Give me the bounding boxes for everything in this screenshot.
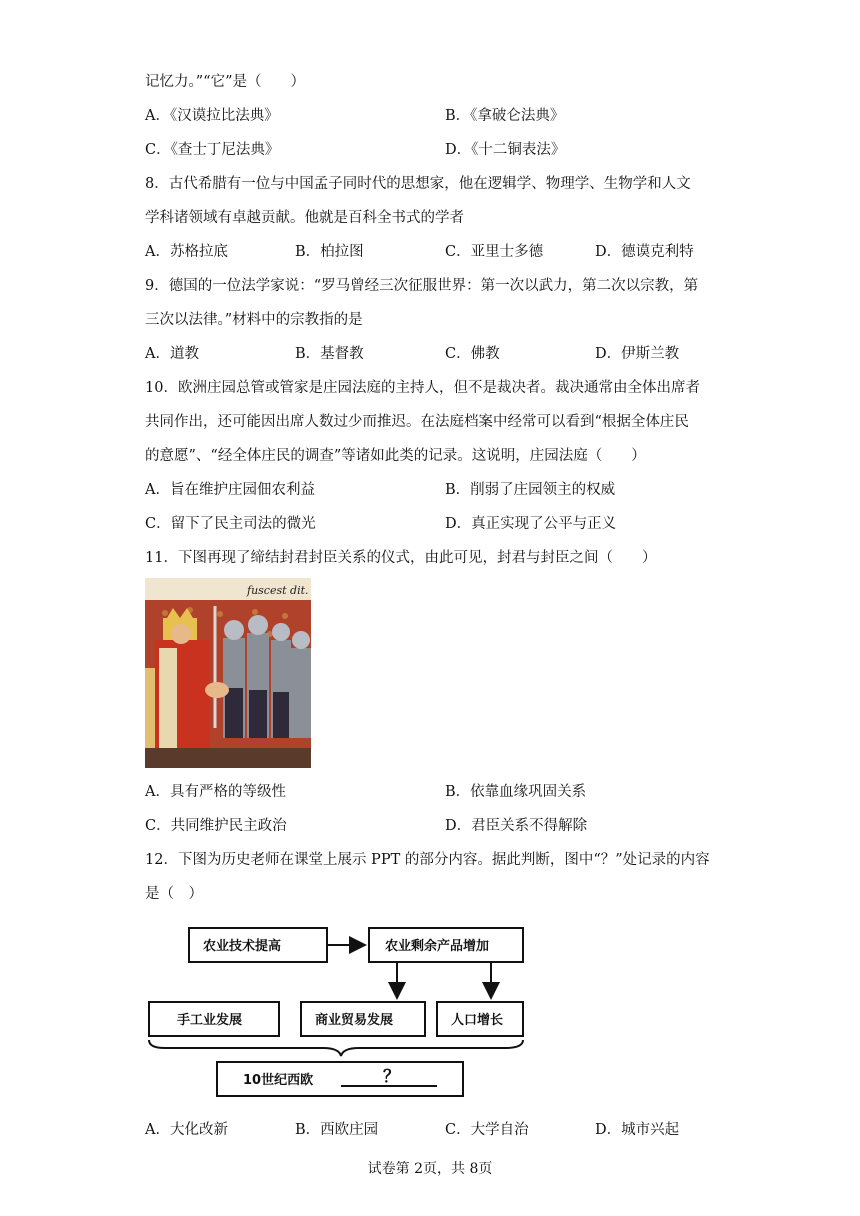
q7-option-a[interactable]: A．《汉谟拉比法典》 [145, 108, 279, 124]
q8-stem-line2: 学科诸领域有卓越贡献。他就是百科全书式的学者 [145, 210, 464, 226]
flow-box-population-label: 人口增长 [451, 1013, 504, 1028]
q7-stem-tail: 记忆力。”“它”是（ ） [145, 74, 305, 90]
flow-box-surplus-label: 农业剩余产品增加 [385, 939, 490, 954]
q8-option-b[interactable]: B．柏拉图 [295, 244, 364, 260]
q11-option-c[interactable]: C．共同维护民主政治 [145, 818, 287, 834]
q9-option-d[interactable]: D．伊斯兰教 [595, 346, 680, 362]
q10-stem-line3: 的意愿”、“经全体庄民的调查”等诸如此类的记录。这说明，庄园法庭（ ） [145, 448, 646, 464]
q10-option-d[interactable]: D．真正实现了公平与正义 [445, 516, 617, 532]
q10-option-b[interactable]: B．削弱了庄园领主的权威 [445, 482, 616, 498]
q11-option-a[interactable]: A．具有严格的等级性 [145, 784, 286, 800]
q7-option-c[interactable]: C．《查士丁尼法典》 [145, 142, 280, 158]
q12-option-d[interactable]: D．城市兴起 [595, 1122, 680, 1138]
q8-option-a[interactable]: A．苏格拉底 [145, 244, 228, 260]
q12-option-a[interactable]: A．大化改新 [145, 1122, 228, 1138]
q12-stem-line2: 是（ ） [145, 886, 203, 902]
q8-option-c[interactable]: C．亚里士多德 [445, 244, 544, 260]
q10-stem-line1: 10．欧洲庄园总管或管家是庄园法庭的主持人，但不是裁决者。裁决通常由全体出席者 [145, 380, 700, 396]
q10-option-a[interactable]: A．旨在维护庄园佃农利益 [145, 482, 315, 498]
flow-box-commerce-label: 商业贸易发展 [315, 1013, 394, 1028]
painting-caption: fuscest dit. [247, 584, 309, 597]
q10-option-c[interactable]: C．留下了民主司法的微光 [145, 516, 316, 532]
flow-box-tech-label: 农业技术提高 [203, 939, 282, 954]
q7-option-b[interactable]: B．《拿破仑法典》 [445, 108, 565, 124]
q10-stem-line2: 共同作出，还可能因出席人数过少而推迟。在法庭档案中经常可以看到“根据全体庄民 [145, 414, 689, 430]
q9-option-c[interactable]: C．佛教 [445, 346, 500, 362]
q9-option-b[interactable]: B．基督教 [295, 346, 364, 362]
q12-option-c[interactable]: C．大学自治 [445, 1122, 529, 1138]
q9-stem-line1: 9．德国的一位法学家说：“罗马曾经三次征服世界：第一次以武力，第二次以宗教，第 [145, 278, 699, 294]
q11-stem: 11．下图再现了缔结封君封臣关系的仪式，由此可见，封君与封臣之间（ ） [145, 550, 657, 566]
q7-option-d[interactable]: D．《十二铜表法》 [445, 142, 566, 158]
q9-option-a[interactable]: A．道教 [145, 346, 199, 362]
q12-option-b[interactable]: B．西欧庄园 [295, 1122, 379, 1138]
q11-option-d[interactable]: D．君臣关系不得解除 [445, 818, 588, 834]
q8-stem-line1: 8．古代希腊有一位与中国孟子同时代的思想家，他在逻辑学、物理学、生物学和人文 [145, 176, 691, 192]
q11-option-b[interactable]: B．依靠血缘巩固关系 [445, 784, 587, 800]
flow-box-result-label: 10世纪西欧 [243, 1073, 314, 1088]
q8-option-d[interactable]: D．德谟克利特 [595, 244, 694, 260]
q9-stem-line2: 三次以法律。”材料中的宗教指的是 [145, 312, 363, 328]
q12-stem-line1: 12．下图为历史老师在课堂上展示 PPT 的部分内容。据此判断，图中“？”处记录的内容 [145, 852, 710, 868]
flow-box-handicraft-label: 手工业发展 [177, 1013, 243, 1028]
flow-question-mark: ？ [383, 1067, 400, 1087]
feudal-ceremony-painting [145, 578, 311, 768]
page-footer: 试卷第 2页，共 8页 [367, 1161, 493, 1177]
flowchart-diagram [145, 920, 525, 1106]
